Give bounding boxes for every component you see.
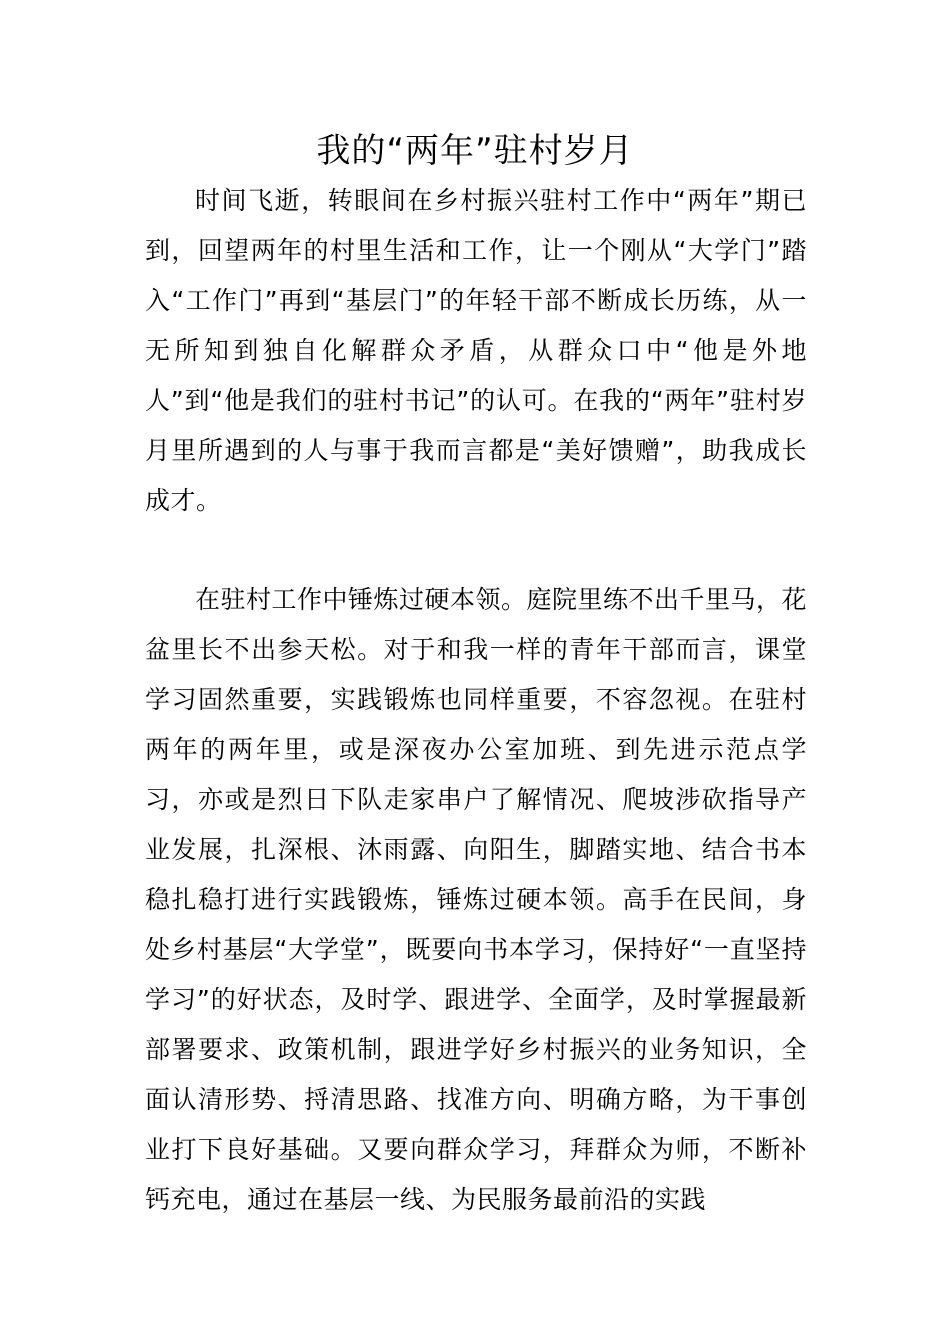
paragraph-skills: 在驻村工作中锤炼过硬本领。庭院里练不出千里马，花盆里长不出参天松。对于和我一样的青年干部而言，课堂学习固然重要，实践锻炼也同样重要，不容忽视。在驻村两年的两年里，或是深夜办公室加班、到先进示范点学习，亦或是烈日下队走家串户了解情况、爬坡涉砍指导产业发展，扎深根、沐雨露、向阳生，脚踏实地、结合书本稳扎稳打进行实践锻炼，锤炼过硬本领。高手在民间，身处乡村基层“大学堂”，既要向书本学习，保持好“一直坚持学习”的好状态，及时学、跟进学、全面学，及时掌握最新部署要求、政策机制，跟进学好乡村振兴的业务知识，全面认清形势、捋清思路、找准方向、明确方略，为干事创业打下良好基础。又要向群众学习，拜群众为师，不断补钙充电，通过在基层一线、为民服务最前沿的实践 [145, 585, 808, 1214]
document-title: 我的“两年”驻村岁月 [316, 131, 634, 171]
paragraph-intro: 时间飞逝，转眼间在乡村振兴驻村工作中“两年”期已到，回望两年的村里生活和工作，让一个刚从“大学门”踏入“工作门”再到“基层门”的年轻干部不断成长历练，从一无所知到独自化解群众矛盾，从群众口中“他是外地人”到“他是我们的驻村书记”的认可。在我的“两年”驻村岁月里所遇到的人与事于我而言都是“美好馈赠”，助我成长成才。 [145, 186, 807, 515]
